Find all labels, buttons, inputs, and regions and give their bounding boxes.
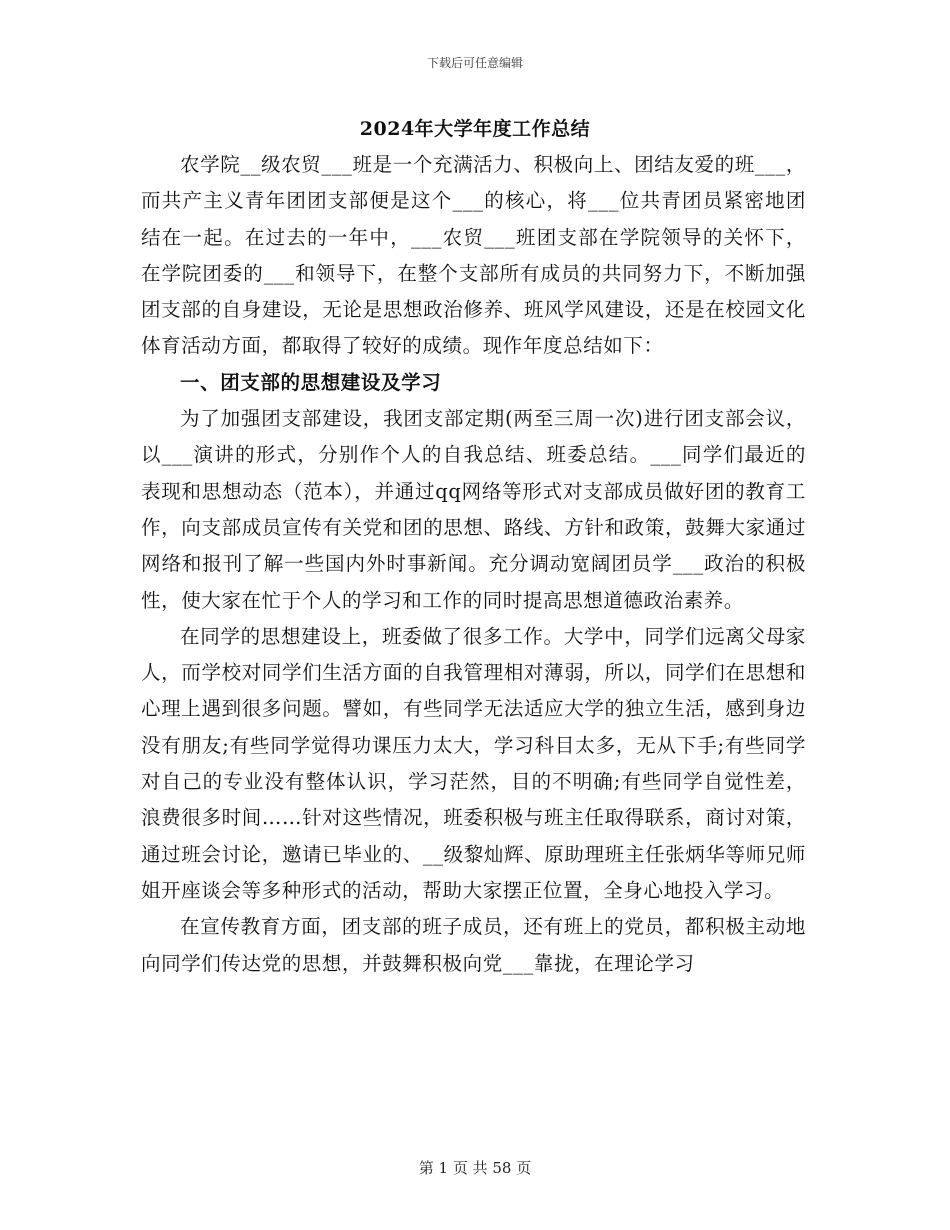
document-title: 2024年大学年度工作总结 — [359, 118, 591, 140]
body-paragraph: 在同学的思想建设上，班委做了很多工作。大学中，同学们远离父母家人，而学校对同学们生活方面的自我管理相对薄弱，所以，同学们在思想和心理上遇到很多问题。譬如，有些同学无法适应大学的独立生活，感到身边没有朋友;有些同学觉得功课压力太大，学习科目太多，无从下手;有些同学对自己的专业没有整体认识，学习茫然，目的不明确;有些同学自觉性差，浪费很多时间……针对这些情况，班委积极与班主任取得联系，商讨对策，通过班会讨论，邀请已毕业的、__级黎灿辉、原助理班主任张炳华等师兄师姐开座谈会等多种形式的活动，帮助大家摆正位置，全身心地投入学习。 — [141, 624, 806, 902]
body-paragraph: 在宣传教育方面，团支部的班子成员，还有班上的党员，都积极主动地向同学们传达党的思想，并鼓舞积极向党___靠拢，在理论学习 — [141, 915, 806, 975]
section-heading: 一、团支部的思想建设及学习 — [180, 370, 442, 394]
page-number: 第 1 页 共 58 页 — [418, 1159, 532, 1177]
document-body — [141, 147, 806, 982]
intro-paragraph: 农学院__级农贸___班是一个充满活力、积极向上、团结友爱的班___，而共产主义青年团团支部便是这个___的核心，将___位共青团员紧密地团结在一起。在过去的一年中，___农贸___班团支部在学院领导的关怀下，在学院团委的___和领导下，在整个支部所有成员的共同努力下，不断加强团支部的自身建设，无论是思想政治修养、班风学风建设，还是在校园文化体育活动方面，都取得了较好的成绩。现作年度总结如下： — [141, 153, 806, 358]
body-paragraph: 为了加强团支部建设，我团支部定期(两至三周一次)进行团支部会议，以___演讲的形式，分别作个人的自我总结、班委总结。___同学们最近的表现和思想动态（范本），并通过qq网络等形式对支部成员做好团的教育工作，向支部成员宣传有关党和团的思想、路线、方针和政策，鼓舞大家通过网络和报刊了解一些国内外时事新闻。充分调动宽阔团员学___政治的积极性，使大家在忙于个人的学习和工作的同时提高思想道德政治素养。 — [141, 407, 806, 612]
page-header-note: 下载后可任意编辑 — [426, 56, 523, 70]
